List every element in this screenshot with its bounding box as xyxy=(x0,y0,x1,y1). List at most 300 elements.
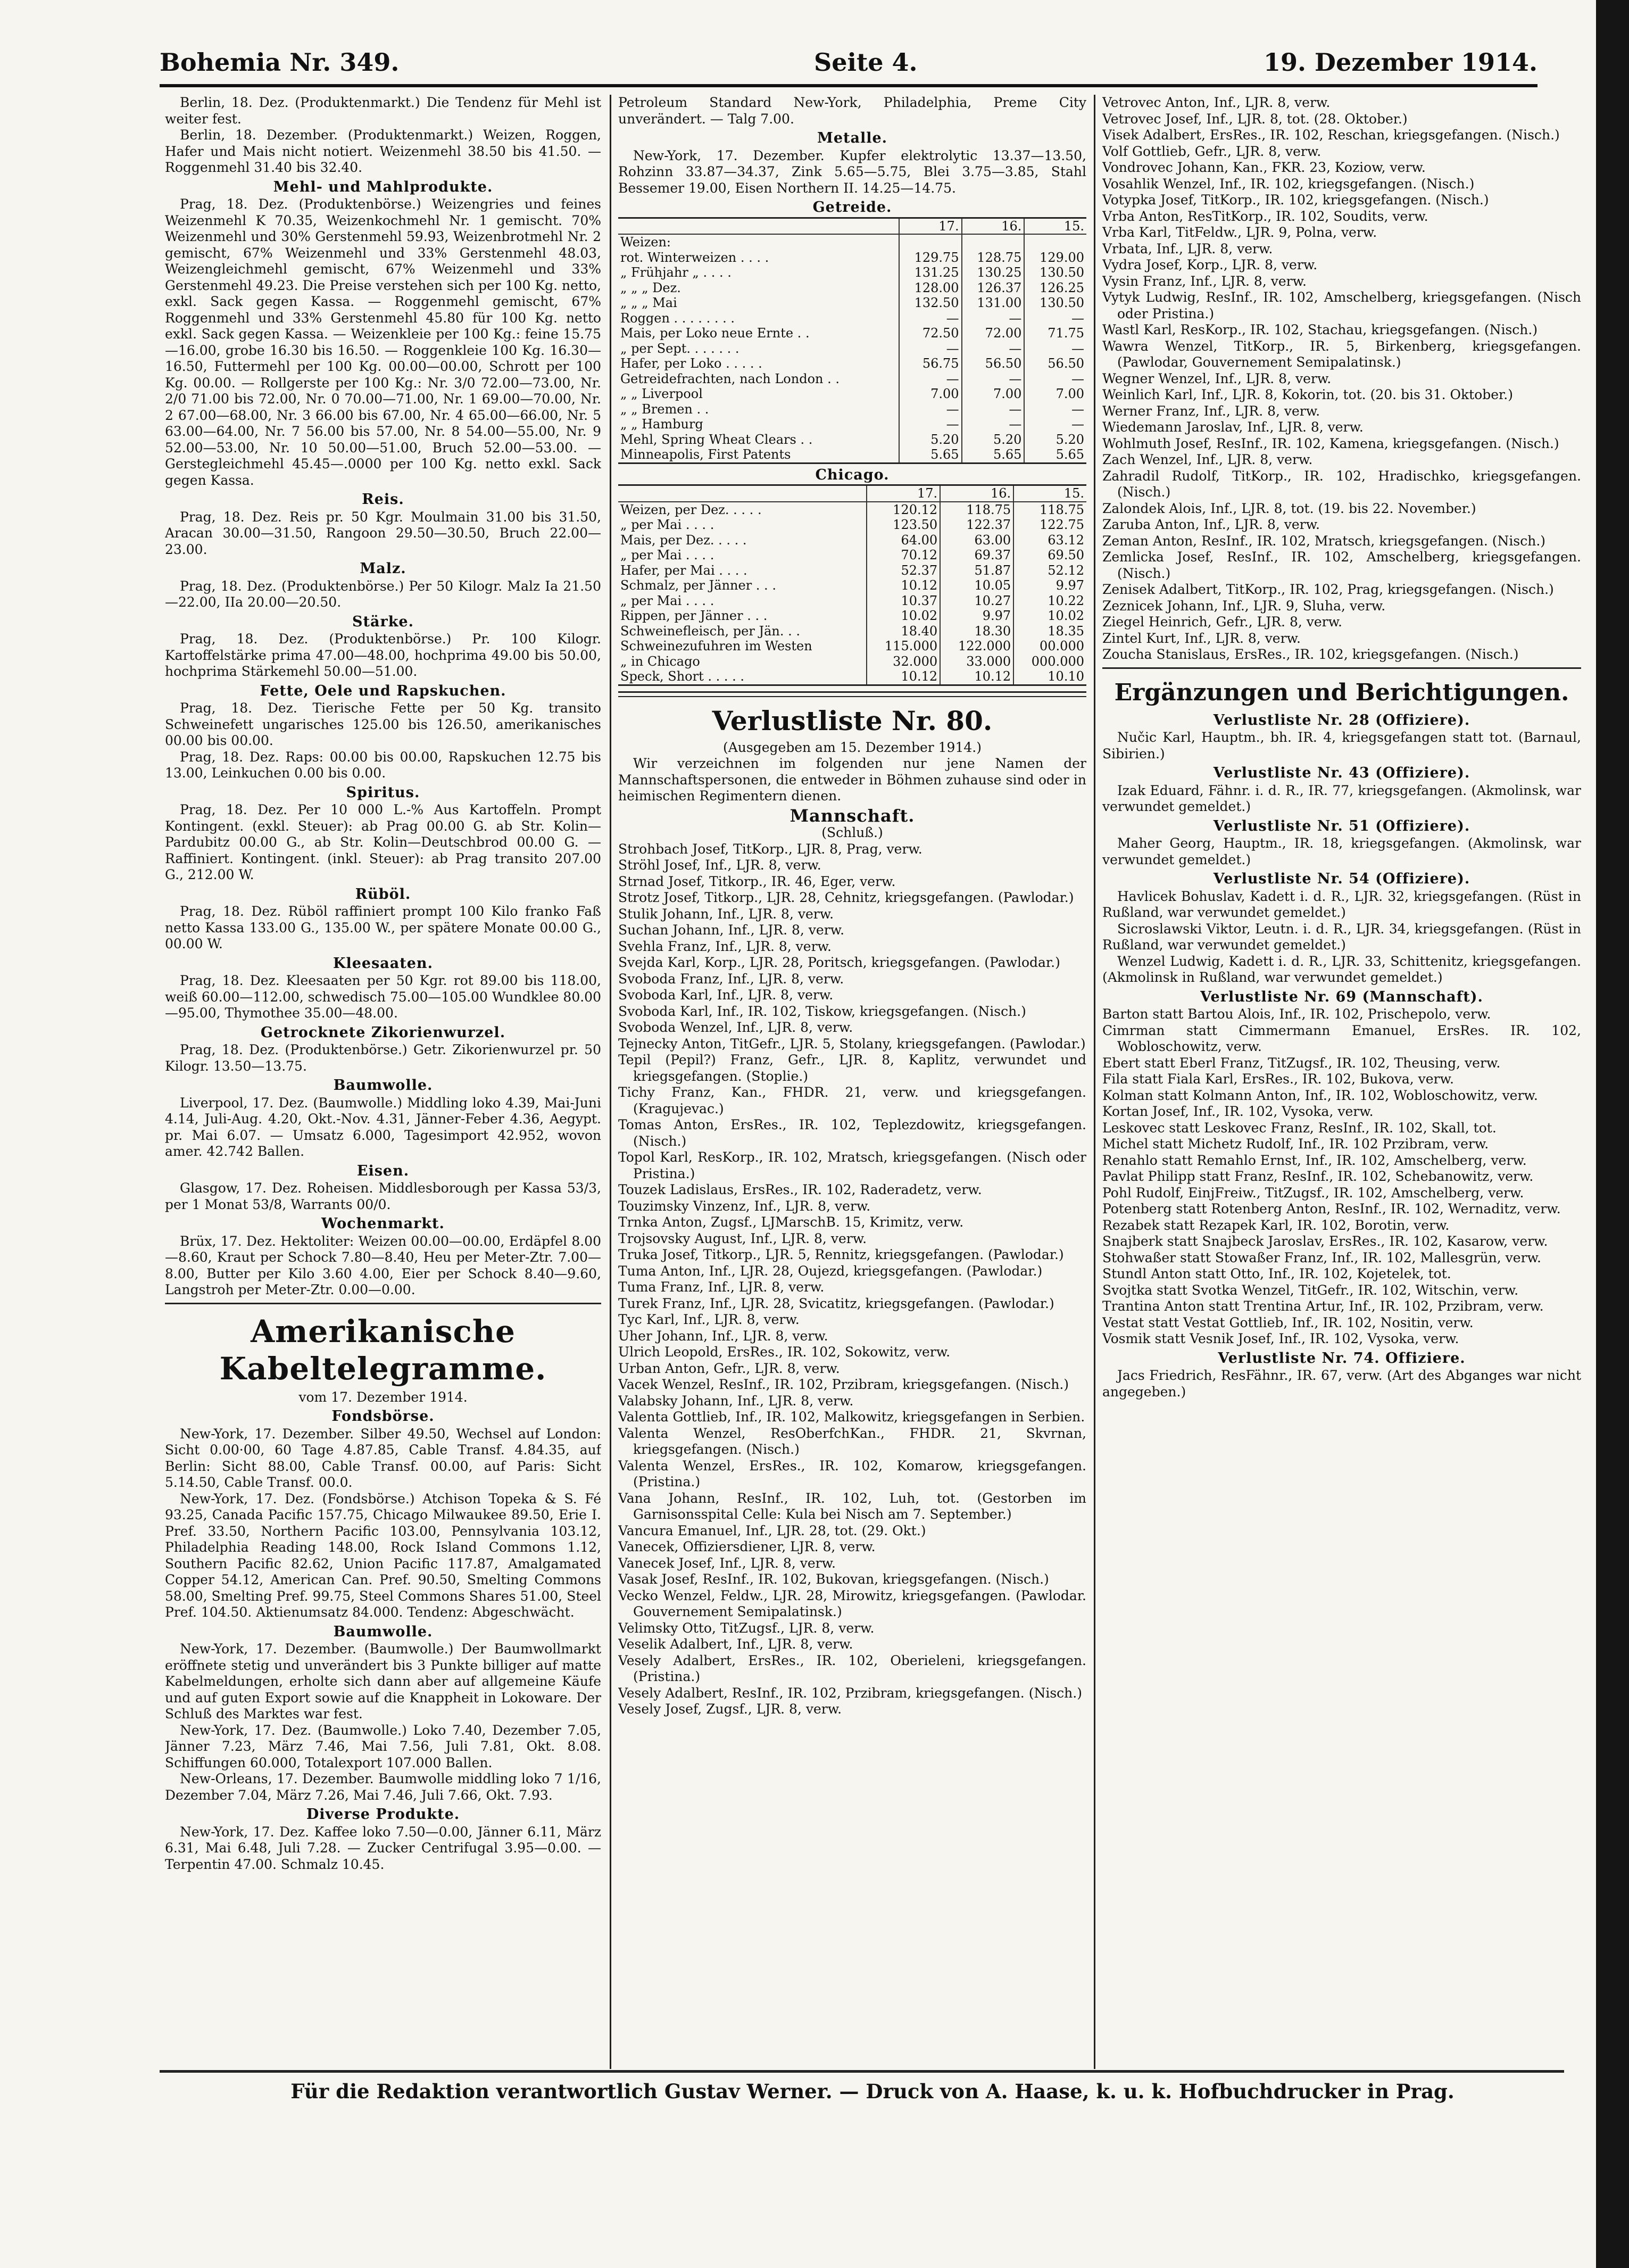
table-cell: 5.65 xyxy=(1024,447,1086,463)
table-cell: 64.00 xyxy=(867,533,940,548)
table-cell: 129.75 xyxy=(899,250,962,266)
continuation-note: (Schluß.) xyxy=(821,825,883,840)
list-entry: Renahlo statt Remahlo Ernst, Inf., IR. 102, Amschelberg, verw. xyxy=(1102,1152,1527,1168)
list-entry: Vetrovec Anton, Inf., LJR. 8, verw. xyxy=(1102,95,1331,110)
list-entry: Vondrovec Johann, Kan., FKR. 23, Koziow, verw. xyxy=(1102,160,1426,175)
table-cell xyxy=(1024,234,1086,250)
table-row xyxy=(618,250,1086,266)
table-cell: 71.75 xyxy=(1024,326,1086,341)
list-entry: Ströhl Josef, Inf., LJR. 8, verw. xyxy=(618,857,821,873)
article-paragraph: Prag, 18. Dez. Rüböl raffiniert prompt 100 Kilo franko Faß netto Kassa 133.00 G., 135.00 W., per spätere Monate 00.00 G., 00.00 W. xyxy=(165,904,601,951)
list-entry: Maher Georg, Hauptm., IR. 18, kriegsgefangen. (Akmolinsk, war verwundet gemeldet.) xyxy=(1102,835,1581,867)
list-entry: Strohbach Josef, TitKorp., LJR. 8, Prag, verw. xyxy=(618,841,922,857)
table-row-label: Weizen: xyxy=(620,235,671,250)
column-rule-1 xyxy=(610,95,611,2069)
table-row-label: Mehl, Spring Wheat Clears . . xyxy=(620,432,813,447)
table-cell: — xyxy=(1024,417,1086,432)
list-entry: Werner Franz, Inf., LJR. 8, verw. xyxy=(1102,403,1320,419)
list-entry: Vydra Josef, Korp., LJR. 8, verw. xyxy=(1102,257,1318,272)
table-row xyxy=(618,608,1086,624)
table-header: 16. xyxy=(962,218,1025,234)
list-entry: Valabsky Johann, Inf., LJR. 8, verw. xyxy=(618,1393,854,1409)
article-paragraph: New-York, 17. Dez. Kaffee loko 7.50—0.00, Jänner 6.11, März 6.31, Mai 6.48, Juli 7.28. — Zucker Centrifugal 3.95—0.00. — Terpentin 47.00. Schmalz 10.45. xyxy=(165,1824,601,1872)
list-entry: Vana Johann, ResInf., IR. 102, Luh, tot. (Gestorben im Garnisonsspital Celle: Kula bei Nisch am 7. September.) xyxy=(618,1490,1086,1522)
table-row-label: Hafer, per Loko . . . . . xyxy=(620,356,762,371)
table-cell: 9.97 xyxy=(1013,578,1086,593)
list-entry: Tepil (Pepil?) Franz, Gefr., LJR. 8, Kaplitz, verwundet und kriegsgefangen. (Stoplie.) xyxy=(618,1052,1086,1084)
list-entry: Topol Karl, ResKorp., IR. 102, Mratsch, kriegsgefangen. (Nisch oder Pristina.) xyxy=(618,1149,1086,1181)
section-heading: Verlustliste Nr. 54 (Offiziere). xyxy=(1213,871,1470,887)
list-entry: Tuma Franz, Inf., LJR. 8, verw. xyxy=(618,1279,825,1295)
table-cell: 5.20 xyxy=(1024,432,1086,448)
table-cell: — xyxy=(1024,341,1086,357)
list-entry: Ziegel Heinrich, Gefr., LJR. 8, verw. xyxy=(1102,614,1342,630)
table-row-label: Weizen, per Dez. . . . . xyxy=(620,502,762,517)
column-tables-and-casualties xyxy=(618,95,1086,2064)
article-paragraph: Brüx, 17. Dez. Hektoliter: Weizen 00.00—00.00, Erdäpfel 8.00—8.60, Kraut per Schock 7.80—8.40, Heu per Meter-Ztr. 7.00—8.00, Butter per Kilo 3.60 4.00, Eier per Schock 8.40—9.60, Langstroh per Meter-Ztr. 0.00—0.00. xyxy=(165,1233,601,1297)
list-entry: Vanecek Josef, Inf., LJR. 8, verw. xyxy=(618,1555,836,1571)
list-entry: Wegner Wenzel, Inf., LJR. 8, verw. xyxy=(1102,370,1332,386)
table-row xyxy=(618,311,1086,326)
list-entry: Rezabek statt Rezapek Karl, IR. 102, Borotin, verw. xyxy=(1102,1217,1450,1233)
table-cell: 72.00 xyxy=(962,326,1025,341)
section-heading: Verlustliste Nr. 74. Offiziere. xyxy=(1218,1350,1466,1367)
table-cell: 32.000 xyxy=(867,654,940,669)
table-row-label: Rippen, per Jänner . . . xyxy=(620,608,768,623)
section-heading: Getreide. xyxy=(812,199,892,216)
table-cell: 129.00 xyxy=(1024,250,1086,266)
article-paragraph: Wir verzeichnen im folgenden nur jene Namen der Mannschaftspersonen, die entweder in Böhmen zuhause sind oder in heimischen Regimentern dienen. xyxy=(618,756,1086,804)
table-row-label: Schweinefleisch, per Jän. . . xyxy=(620,623,800,639)
table-cell: 118.75 xyxy=(940,502,1013,518)
table-cell: 10.05 xyxy=(940,578,1013,593)
chicago-price-table xyxy=(618,484,1086,686)
column-markets xyxy=(165,95,601,2064)
table-cell: 130.50 xyxy=(1024,265,1086,280)
list-entry: Stundl Anton statt Otto, Inf., IR. 102, Kojetelek, tot. xyxy=(1102,1266,1451,1281)
list-entry: Vestat statt Vestat Gottlieb, Inf., IR. 102, Nositin, verw. xyxy=(1102,1314,1474,1330)
table-cell: 70.12 xyxy=(867,548,940,563)
column-casualties-corrections xyxy=(1102,95,1581,2064)
table-row xyxy=(618,280,1086,296)
article-paragraph: New-York, 17. Dezember. Silber 49.50, Wechsel auf London: Sicht 0.00·00, 60 Tage 4.87.85, Cable Transf. 4.84.35, auf Berlin: Sicht 88.00, Cable Transf. 00.00, auf Paris: Sicht 5.14.50, Cable Transf. 00.0. xyxy=(165,1426,601,1490)
article-paragraph: Liverpool, 17. Dez. (Baumwolle.) Middling loko 4.39, Mai-Juni 4.14, Juli-Aug. 4.20, Okt.-Nov. 4.31, Jänner-Feber 4.36, Aegypt. pr. Mai 6.07. — Umsatz 6.000, Tagesimport 42.952, wovon amer. 42.742 Ballen. xyxy=(165,1095,601,1159)
table-row-label: „ per Mai . . . . xyxy=(620,593,714,608)
list-entry: Zenisek Adalbert, TitKorp., IR. 102, Prag, kriegsgefangen. (Nisch.) xyxy=(1102,582,1554,597)
list-entry: Valenta Wenzel, ResOberfchKan., FHDR. 21, Skvrnan, kriegsgefangen. (Nisch.) xyxy=(618,1425,1086,1457)
table-cell: — xyxy=(962,402,1025,417)
table-row-label: Schmalz, per Jänner . . . xyxy=(620,578,776,593)
footer-rule xyxy=(160,2070,1564,2073)
table-cell: 10.02 xyxy=(867,608,940,624)
table-row-label: rot. Winterweizen . . . . xyxy=(620,250,769,265)
section-heading: Fette, Oele und Rapskuchen. xyxy=(260,682,506,699)
list-entry: Tomas Anton, ErsRes., IR. 102, Teplezdowitz, kriegsgefangen. (Nisch.) xyxy=(618,1117,1086,1149)
corrections-title: Ergänzungen und Berichtigungen. xyxy=(1114,678,1569,706)
table-row xyxy=(618,295,1086,311)
list-entry: Svoboda Wenzel, Inf., LJR. 8, verw. xyxy=(618,1020,853,1035)
table-row-label: Getreidefrachten, nach London . . xyxy=(620,371,840,386)
table-row-label: Roggen . . . . . . . . xyxy=(620,310,735,326)
table-cell xyxy=(962,234,1025,250)
section-heading: Malz. xyxy=(360,560,406,577)
table-row-label: „ in Chicago xyxy=(620,653,700,669)
table-cell: 5.20 xyxy=(962,432,1025,448)
list-entry: Vetrovec Josef, Inf., LJR. 8, tot. (28. Oktober.) xyxy=(1102,111,1408,127)
table-cell: 69.37 xyxy=(940,548,1013,563)
table-cell: 18.40 xyxy=(867,624,940,639)
list-entry: Potenberg statt Rotenberg Anton, ResInf., IR. 102, Wernaditz, verw. xyxy=(1102,1201,1561,1216)
table-cell: 131.25 xyxy=(899,265,962,280)
list-entry: Pavlat Philipp statt Franz, ResInf., IR. 102, Schebanowitz, verw. xyxy=(1102,1169,1534,1184)
section-rule xyxy=(618,691,1086,697)
list-entry: Vosahlik Wenzel, Inf., IR. 102, kriegsgefangen. (Nisch.) xyxy=(1102,176,1475,192)
list-entry: Valenta Gottlieb, Inf., IR. 102, Malkowitz, kriegsgefangen in Serbien. xyxy=(618,1409,1085,1425)
table-header: 15. xyxy=(1013,485,1086,502)
article-paragraph: Berlin, 18. Dezember. (Produktenmarkt.) Weizen, Roggen, Hafer und Mais nicht notiert. Weizenmehl 38.50 bis 41.50. — Roggenmehl 31.40 bis 32.40. xyxy=(165,127,601,175)
table-cell: 10.37 xyxy=(867,593,940,609)
list-entry: Vysin Franz, Inf., LJR. 8, verw. xyxy=(1102,273,1307,289)
article-paragraph: New-York, 17. Dezember. (Baumwolle.) Der Baumwollmarkt eröffnete stetig und unverändert bis 3 Punkte billiger auf matte Kabelmeldungen, erholte sich dann aber auf allgemeine Käufe und auf guten Export sowie auf die Knappheit in Lokoware. Der Schluß des Marktes war fest. xyxy=(165,1641,601,1721)
table-row-label: Minneapolis, First Patents xyxy=(620,447,791,462)
table-cell: 118.75 xyxy=(1013,502,1086,518)
imprint-footer: Für die Redaktion verantwortlich Gustav Werner. — Druck von A. Haase, k. u. k. Hofbuchdrucker in Prag. xyxy=(290,2080,1455,2103)
table-cell: 72.50 xyxy=(899,326,962,341)
list-entry: Urban Anton, Gefr., LJR. 8, verw. xyxy=(618,1360,840,1376)
list-entry: Suchan Johann, Inf., LJR. 8, verw. xyxy=(618,922,845,938)
table-cell: 63.00 xyxy=(940,533,1013,548)
table-cell: 10.12 xyxy=(867,669,940,685)
table-cell: 130.50 xyxy=(1024,295,1086,311)
list-entry: Barton statt Bartou Alois, Inf., IR. 102, Prischepolo, verw. xyxy=(1102,1006,1491,1022)
list-entry: Zeznicek Johann, Inf., LJR. 9, Sluha, verw. xyxy=(1102,598,1386,614)
list-entry: Vanecek, Offiziersdiener, LJR. 8, verw. xyxy=(618,1539,876,1554)
list-entry: Zoucha Stanislaus, ErsRes., IR. 102, kriegsgefangen. (Nisch.) xyxy=(1102,647,1519,662)
list-entry: Stulik Johann, Inf., LJR. 8, verw. xyxy=(618,906,834,922)
section-heading: Mannschaft. xyxy=(789,805,915,826)
table-row-label: „ „ „ Dez. xyxy=(620,280,681,295)
table-cell: 51.87 xyxy=(940,563,1013,578)
table-cell: — xyxy=(899,417,962,432)
table-cell: 10.22 xyxy=(1013,593,1086,609)
table-row xyxy=(618,654,1086,669)
list-entry: Kolman statt Kolmann Anton, Inf., IR. 102, Wobloschowitz, verw. xyxy=(1102,1087,1538,1103)
list-entry: Votypka Josef, TitKorp., IR. 102, kriegsgefangen. (Nisch.) xyxy=(1102,192,1489,208)
table-row-label: Mais, per Loko neue Ernte . . xyxy=(620,326,810,341)
table-cell: 128.00 xyxy=(899,280,962,296)
list-entry: Valenta Wenzel, ErsRes., IR. 102, Komarow, kriegsgefangen. (Pristina.) xyxy=(618,1458,1086,1489)
table-row xyxy=(618,417,1086,432)
table-row xyxy=(618,326,1086,341)
header-date: 19. Dezember 1914. xyxy=(1264,48,1537,77)
header-rule xyxy=(160,84,1537,87)
list-entry: Weinlich Karl, Inf., LJR. 8, Kokorin, tot. (20. bis 31. Oktober.) xyxy=(1102,387,1513,402)
table-header: 16. xyxy=(940,485,1013,502)
list-entry: Zintel Kurt, Inf., LJR. 8, verw. xyxy=(1102,630,1301,646)
list-entry: Trantina Anton statt Trentina Artur, Inf., IR. 102, Przibram, verw. xyxy=(1102,1298,1544,1314)
table-row xyxy=(618,386,1086,402)
article-paragraph: Prag, 18. Dez. (Produktenbörse.) Getr. Zikorienwurzel pr. 50 Kilogr. 13.50—13.75. xyxy=(165,1042,601,1074)
table-row xyxy=(618,639,1086,654)
article-paragraph: New-York, 17. Dezember. Kupfer elektrolytic 13.37—13.50, Rohzinn 33.87—34.37, Zink 5.65—5.75, Blei 3.75—3.85, Stahl Bessemer 19.00, Eisen Northern II. 14.25—14.75. xyxy=(618,147,1086,196)
table-cell: — xyxy=(899,311,962,326)
list-entry: Zach Wenzel, Inf., LJR. 8, verw. xyxy=(1102,452,1313,467)
list-entry: Volf Gottlieb, Gefr., LJR. 8, verw. xyxy=(1102,143,1322,159)
list-entry: Zemlicka Josef, ResInf., IR. 102, Amschelberg, kriegsgefangen. (Nisch.) xyxy=(1102,549,1581,581)
list-entry: Strotz Josef, Titkorp., LJR. 28, Cehnitz, kriegsgefangen. (Pawlodar.) xyxy=(618,890,1074,905)
table-cell: 9.97 xyxy=(940,608,1013,624)
list-entry: Trnka Anton, Zugsf., LJMarschB. 15, Krimitz, verw. xyxy=(618,1214,964,1230)
table-row xyxy=(618,548,1086,563)
list-entry: Svoboda Karl, Inf., IR. 102, Tiskow, kriegsgefangen. (Nisch.) xyxy=(618,1003,1026,1019)
table-row xyxy=(618,593,1086,609)
table-cell: 10.12 xyxy=(867,578,940,593)
list-entry: Tichy Franz, Kan., FHDR. 21, verw. und kriegsgefangen. (Kragujevac.) xyxy=(618,1085,1086,1116)
table-cell: 122.37 xyxy=(940,517,1013,533)
table-row xyxy=(618,341,1086,357)
table-cell: — xyxy=(962,341,1025,357)
list-entry: Kortan Josef, Inf., IR. 102, Vysoka, verw. xyxy=(1102,1104,1374,1119)
article-paragraph: Prag, 18. Dez. (Produktenbörse.) Weizengries und feines Weizenmehl K 70.35, Weizenkochmehl Nr. 1 gemischt. 70% Weizenmehl und 30% Gerstenmehl 59.93, Weizenbrotmehl Nr. 2 gemischt, 67% Weizenmehl und 33% Gerstenmehl 48.03, Weizengleichmehl gemischt, 67% Weizenmehl und 33% Gerstenmehl 49.23. Die Preise verstehen sich per 100 Kg. netto, exkl. Sack gegen Kassa. — Roggenmehl gemischt, 67% Roggenmehl und 33% Gerstenmehl 45.80 für 100 Kg. netto exkl. Sack gegen Kassa. — Weizenkleie per 100 Kg.: feine 15.75—16.00, grobe 16.30 bis 16.50. — Roggenkleie 100 Kg. 16.30—16.50, Futtermehl per 100 Kg. 00.00—00.00, Schrott per 100 Kg. 00.00. — Rollgerste per 100 Kg.: Nr. 3/0 72.00—73.00, Nr. 2/0 71.00 bis 72.00, Nr. 0 70.00—71.00, Nr. 1 69.00—70.00, Nr. 2 67.00—68.00, Nr. 3 66.00 bis 67.00, Nr. 4 65.00—66.00, Nr. 5 63.00—64.00, Nr. 7 56.00 bis 57.00, Nr. 8 54.00—55.00, Nr. 9 52.00—53.00, Nr. 10 50.00—51.00, Bruch 52.00—53.00. — Gerstegleichmehl 45.45—.0000 per 100 Kg. netto exkl. Sack gegen Kassa. xyxy=(165,196,601,488)
table-header xyxy=(618,485,867,502)
section-heading: Eisen. xyxy=(356,1162,410,1179)
article-paragraph: Prag, 18. Dez. Tierische Fette per 50 Kg. transito Schweinefett ungarisches 125.00 bis 126.50, amerikanisches 00.00 bis 00.00. xyxy=(165,700,601,748)
table-row xyxy=(618,402,1086,417)
table-cell: 33.000 xyxy=(940,654,1013,669)
table-cell: 122.000 xyxy=(940,639,1013,654)
article-paragraph: New-Orleans, 17. Dezember. Baumwolle middling loko 7 1/16, Dezember 7.04, März 7.26, Mai 7.46, Juli 7.66, Okt. 7.93. xyxy=(165,1771,601,1803)
table-cell: — xyxy=(899,371,962,387)
cable-telegrams-date: vom 17. Dezember 1914. xyxy=(298,1389,468,1405)
list-entry: Wiedemann Jaroslav, Inf., LJR. 8, verw. xyxy=(1102,419,1364,435)
list-entry: Zalondek Alois, Inf., LJR. 8, tot. (19. bis 22. November.) xyxy=(1102,500,1476,516)
table-header: 15. xyxy=(1024,218,1086,234)
list-entry: Zahradil Rudolf, TitKorp., IR. 102, Hradischko, kriegsgefangen. (Nisch.) xyxy=(1102,468,1581,500)
section-heading: Fondsbörse. xyxy=(331,1408,435,1425)
list-entry: Touzek Ladislaus, ErsRes., IR. 102, Raderadetz, verw. xyxy=(618,1182,982,1197)
table-row-label: Speck, Short . . . . . xyxy=(620,669,745,684)
list-entry: Stohwaßer statt Stowaßer Franz, Inf., IR. 102, Mallesgrün, verw. xyxy=(1102,1249,1541,1265)
list-entry: Trojsovsky August, Inf., LJR. 8, verw. xyxy=(618,1230,867,1246)
header-paper-issue: Bohemia Nr. 349. xyxy=(160,48,400,77)
table-cell: — xyxy=(962,371,1025,387)
article-paragraph: Prag, 18. Dez. Reis pr. 50 Kgr. Moulmain 31.00 bis 31.50, Aracan 30.00—31.50, Rangoon 29.50—30.50, Bruch 22.00—23.00. xyxy=(165,509,601,557)
list-entry: Vosmik statt Vesnik Josef, Inf., IR. 102, Vysoka, verw. xyxy=(1102,1331,1459,1346)
casualty-list-issued: (Ausgegeben am 15. Dezember 1914.) xyxy=(723,739,982,755)
table-header: 17. xyxy=(867,485,940,502)
table-cell xyxy=(899,234,962,250)
article-paragraph: Prag, 18. Dez. (Produktenbörse.) Per 50 Kilogr. Malz Ia 21.50—22.00, IIa 20.00—20.50. xyxy=(165,578,601,610)
table-cell: 63.12 xyxy=(1013,533,1086,548)
table-row-label: „ „ Hamburg xyxy=(620,417,703,432)
list-entry: Tyc Karl, Inf., LJR. 8, verw. xyxy=(618,1312,800,1327)
list-entry: Svehla Franz, Inf., LJR. 8, verw. xyxy=(618,938,832,954)
list-entry: Michel statt Michetz Rudolf, Inf., IR. 102 Przibram, verw. xyxy=(1102,1136,1489,1152)
section-heading: Chicago. xyxy=(815,466,890,483)
list-entry: Zeman Anton, ResInf., IR. 102, Mratsch, kriegsgefangen. (Nisch.) xyxy=(1102,533,1546,549)
article-paragraph: Petroleum Standard New-York, Philadelphia, Preme City unverändert. — Talg 7.00. xyxy=(618,95,1086,127)
list-entry: Izak Eduard, Fähnr. i. d. R., IR. 77, kriegsgefangen. (Akmolinsk, war verwundet gemeldet.) xyxy=(1102,782,1581,814)
list-entry: Vecko Wenzel, Feldw., LJR. 28, Mirowitz, kriegsgefangen. (Pawlodar. Gouvernement Semipalatinsk.) xyxy=(618,1587,1086,1619)
table-cell: 10.27 xyxy=(940,593,1013,609)
table-cell: — xyxy=(1024,311,1086,326)
section-heading: Mehl- und Mahlprodukte. xyxy=(273,178,493,195)
list-entry: Jacs Friedrich, ResFähnr., IR. 67, verw. (Art des Abganges war nicht angegeben.) xyxy=(1102,1368,1581,1400)
table-cell: 126.25 xyxy=(1024,280,1086,296)
table-row-label: Hafer, per Mai . . . . xyxy=(620,562,747,578)
column-rule-2 xyxy=(1094,95,1095,2069)
table-row xyxy=(618,669,1086,685)
list-entry: Veselik Adalbert, Inf., LJR. 8, verw. xyxy=(618,1636,853,1652)
section-heading: Reis. xyxy=(362,491,404,508)
list-entry: Visek Adalbert, ErsRes., IR. 102, Reschan, kriegsgefangen. (Nisch.) xyxy=(1102,127,1560,143)
table-cell: 10.12 xyxy=(940,669,1013,685)
list-entry: Zaruba Anton, Inf., LJR. 8, verw. xyxy=(1102,517,1320,532)
section-heading: Verlustliste Nr. 69 (Mannschaft). xyxy=(1200,988,1483,1005)
table-cell: — xyxy=(899,341,962,357)
table-row-label: Mais, per Dez. . . . . xyxy=(620,532,747,548)
list-entry: Fila statt Fiala Karl, ErsRes., IR. 102, Bukova, verw. xyxy=(1102,1071,1454,1087)
table-cell: 120.12 xyxy=(867,502,940,518)
table-row-label: „ „ Liverpool xyxy=(620,386,703,401)
article-paragraph: New-York, 17. Dez. (Baumwolle.) Loko 7.40, Dezember 7.05, Jänner 7.23, März 7.46, Mai 7.56, Juli 7.81, Okt. 8.08. Schiffungen 60.000, Totalexport 107.000 Ballen. xyxy=(165,1722,601,1770)
table-row xyxy=(618,517,1086,533)
article-paragraph: Prag, 18. Dez. Raps: 00.00 bis 00.00, Rapskuchen 12.75 bis 13.00, Leinkuchen 0.00 bis 0.00. xyxy=(165,749,601,781)
list-entry: Wawra Wenzel, TitKorp., IR. 5, Birkenberg, kriegsgefangen. (Pawlodar, Gouvernement Semipalatinsk.) xyxy=(1102,338,1581,370)
table-cell: 18.35 xyxy=(1013,624,1086,639)
table-cell: 126.37 xyxy=(962,280,1025,296)
list-entry: Turek Franz, Inf., LJR. 28, Svicatitz, kriegsgefangen. (Pawlodar.) xyxy=(618,1295,1054,1311)
section-rule xyxy=(1102,667,1581,669)
list-entry: Wenzel Ludwig, Kadett i. d. R., LJR. 33, Schittenitz, kriegsgefangen. (Akmolinsk in Rußland, war verwundet gemeldet.) xyxy=(1102,953,1581,985)
table-row xyxy=(618,356,1086,371)
table-cell: — xyxy=(962,311,1025,326)
list-entry: Vasak Josef, ResInf., IR. 102, Bukovan, kriegsgefangen. (Nisch.) xyxy=(618,1571,1049,1587)
article-paragraph: Berlin, 18. Dez. (Produktenmarkt.) Die Tendenz für Mehl ist weiter fest. xyxy=(165,95,601,127)
table-cell: 5.65 xyxy=(899,447,962,463)
table-cell: — xyxy=(962,417,1025,432)
table-cell: 132.50 xyxy=(899,295,962,311)
table-cell: 7.00 xyxy=(1024,386,1086,402)
list-entry: Vrbata, Inf., LJR. 8, verw. xyxy=(1102,241,1273,256)
list-entry: Strnad Josef, Titkorp., IR. 46, Eger, verw. xyxy=(618,873,896,889)
table-cell: 131.00 xyxy=(962,295,1025,311)
list-entry: Vrba Anton, ResTitKorp., IR. 102, Soudits, verw. xyxy=(1102,208,1428,224)
list-entry: Svoboda Karl, Inf., LJR. 8, verw. xyxy=(618,987,834,1003)
list-entry: Velimsky Otto, TitZugsf., LJR. 8, verw. xyxy=(618,1620,875,1636)
table-cell: 00.000 xyxy=(1013,639,1086,654)
list-entry: Vacek Wenzel, ResInf., IR. 102, Przibram, kriegsgefangen. (Nisch.) xyxy=(618,1377,1069,1392)
table-cell: 000.000 xyxy=(1013,654,1086,669)
table-cell: 5.20 xyxy=(899,432,962,448)
list-entry: Sicroslawski Viktor, Leutn. i. d. R., LJR. 34, kriegsgefangen. (Rüst in Rußland, war verwundet gemeldet.) xyxy=(1102,921,1581,953)
table-row xyxy=(618,563,1086,578)
scan-margin xyxy=(1596,0,1629,2268)
table-row xyxy=(618,447,1086,463)
table-cell: 5.65 xyxy=(962,447,1025,463)
table-cell: 7.00 xyxy=(899,386,962,402)
list-entry: Svoboda Franz, Inf., LJR. 8, verw. xyxy=(618,971,844,987)
table-cell: 18.30 xyxy=(940,624,1013,639)
table-header: 17. xyxy=(899,218,962,234)
section-heading: Wochenmarkt. xyxy=(321,1215,445,1232)
table-cell: — xyxy=(1024,402,1086,417)
page-header xyxy=(160,48,1537,80)
header-page-number: Seite 4. xyxy=(814,48,918,77)
section-heading: Rüböl. xyxy=(355,885,411,903)
list-entry: Vrba Karl, TitFeldw., LJR. 9, Polna, verw. xyxy=(1102,225,1377,240)
section-heading: Verlustliste Nr. 43 (Offiziere). xyxy=(1213,765,1470,781)
list-entry: Touzimsky Vinzenz, Inf., LJR. 8, verw. xyxy=(618,1198,871,1214)
casualty-list-title: Verlustliste Nr. 80. xyxy=(712,705,993,736)
table-cell: 52.37 xyxy=(867,563,940,578)
list-entry: Vesely Adalbert, ResInf., IR. 102, Przibram, kriegsgefangen. (Nisch.) xyxy=(618,1685,1082,1701)
list-entry: Wastl Karl, ResKorp., IR. 102, Stachau, kriegsgefangen. (Nisch.) xyxy=(1102,322,1538,337)
table-header xyxy=(618,218,899,234)
list-entry: Cimrman statt Cimmermann Emanuel, ErsRes. IR. 102, Wobloschowitz, verw. xyxy=(1102,1022,1581,1054)
article-paragraph: Prag, 18. Dez. Per 10 000 L.-% Aus Kartoffeln. Prompt Kontingent. (exkl. Steuer): ab Prag 00.00 G. ab Str. Kolin—Pardubitz 00.00 G., ab Str. Kolin—Deutschbrod 00.00 G. — Raffiniert. Kontingent. (inkl. Steuer): ab Prag transito 207.00 G., 212.00 W. xyxy=(165,802,601,882)
section-heading: Stärke. xyxy=(352,613,414,630)
table-row-label: „ „ Bremen . . xyxy=(620,401,709,417)
table-row xyxy=(618,578,1086,593)
section-heading: Baumwolle. xyxy=(333,1623,433,1640)
list-entry: Truka Josef, Titkorp., LJR. 5, Rennitz, kriegsgefangen. (Pawlodar.) xyxy=(618,1247,1064,1262)
table-cell: — xyxy=(1024,371,1086,387)
table-cell: 10.10 xyxy=(1013,669,1086,685)
list-entry: Wohlmuth Josef, ResInf., IR. 102, Kamena, kriegsgefangen. (Nisch.) xyxy=(1102,435,1559,451)
list-entry: Leskovec statt Leskovec Franz, ResInf., IR. 102, Skall, tot. xyxy=(1102,1120,1497,1136)
table-cell: 56.50 xyxy=(1024,356,1086,371)
list-entry: Svejda Karl, Korp., LJR. 28, Poritsch, kriegsgefangen. (Pawlodar.) xyxy=(618,955,1060,970)
list-entry: Tuma Anton, Inf., LJR. 28, Oujezd, kriegsgefangen. (Pawlodar.) xyxy=(618,1263,1043,1279)
table-row-label: „ „ „ Mai xyxy=(620,295,677,310)
list-entry: Vesely Josef, Zugsf., LJR. 8, verw. xyxy=(618,1701,842,1717)
list-entry: Ulrich Leopold, ErsRes., IR. 102, Sokowitz, verw. xyxy=(618,1344,951,1360)
grain-price-table xyxy=(618,217,1086,464)
table-cell: 115.000 xyxy=(867,639,940,654)
table-cell: 130.25 xyxy=(962,265,1025,280)
article-paragraph: Glasgow, 17. Dez. Roheisen. Middlesborough per Kassa 53/3, per 1 Monat 53/8, Warrants 00/0. xyxy=(165,1180,601,1212)
table-cell: 56.50 xyxy=(962,356,1025,371)
table-cell: 122.75 xyxy=(1013,517,1086,533)
table-row-label: „ per Mai . . . . xyxy=(620,548,714,562)
article-paragraph: Prag, 18. Dez. Kleesaaten per 50 Kgr. rot 89.00 bis 118.00, weiß 60.00—112.00, schwedisch 75.00—105.00 Wundklee 80.00—95.00, Thymothee 35.00—48.00. xyxy=(165,973,601,1021)
list-entry: Svojtka statt Svotka Wenzel, TitGefr., IR. 102, Witschin, verw. xyxy=(1102,1282,1519,1298)
table-cell: 10.02 xyxy=(1013,608,1086,624)
table-cell: 52.12 xyxy=(1013,563,1086,578)
section-rule xyxy=(165,1303,601,1304)
list-entry: Ebert statt Eberl Franz, TitZugsf., IR. 102, Theusing, verw. xyxy=(1102,1055,1501,1071)
list-entry: Tejnecky Anton, TitGefr., LJR. 5, Stolany, kriegsgefangen. (Pawlodar.) xyxy=(618,1036,1086,1052)
section-heading: Verlustliste Nr. 51 (Offiziere). xyxy=(1213,817,1470,834)
cable-telegrams-title: Amerikanische Kabeltelegramme. xyxy=(219,1313,547,1387)
table-row xyxy=(618,624,1086,639)
section-heading: Kleesaaten. xyxy=(333,955,433,972)
table-cell: 123.50 xyxy=(867,517,940,533)
article-paragraph: Prag, 18. Dez. (Produktenbörse.) Pr. 100 Kilogr. Kartoffelstärke prima 47.00—48.00, hochprima 49.00 bis 50.00, hochprima Stärkemehl 50.00—51.00. xyxy=(165,631,601,679)
article-paragraph: New-York, 17. Dez. (Fondsbörse.) Atchison Topeka & S. Fé 93.25, Canada Pacific 157.75, Chicago Milwaukee 89.50, Erie I. Pref. 33.50, Northern Pacific 103.00, Pennsylvania 103.12, Philadelphia Reading 148.00, Rock Island Commons 1.12, Southern Pacific 82.62, Union Pacific 117.87, Amalgamated Copper 54.12, American Can. Pref. 90.50, Smelting Commons 58.00, Smelting Pref. 99.75, Steel Commons Shares 51.00, Steel Pref. 104.50. Aktienumsatz 84.000. Tendenz: Abgeschwächt. xyxy=(165,1491,601,1620)
table-row-label: „ per Sept. . . . . . . xyxy=(620,341,739,356)
table-row xyxy=(618,502,1086,518)
table-row xyxy=(618,234,1086,250)
table-row-label: „ per Mai . . . . xyxy=(620,517,714,532)
table-cell: 128.75 xyxy=(962,250,1025,266)
list-entry: Havlicek Bohuslav, Kadett i. d. R., LJR. 32, kriegsgefangen. (Rüst in Rußland, war verwundet gemeldet.) xyxy=(1102,888,1581,920)
table-row xyxy=(618,533,1086,548)
table-row xyxy=(618,265,1086,280)
table-cell: 56.75 xyxy=(899,356,962,371)
section-heading: Metalle. xyxy=(817,130,888,146)
